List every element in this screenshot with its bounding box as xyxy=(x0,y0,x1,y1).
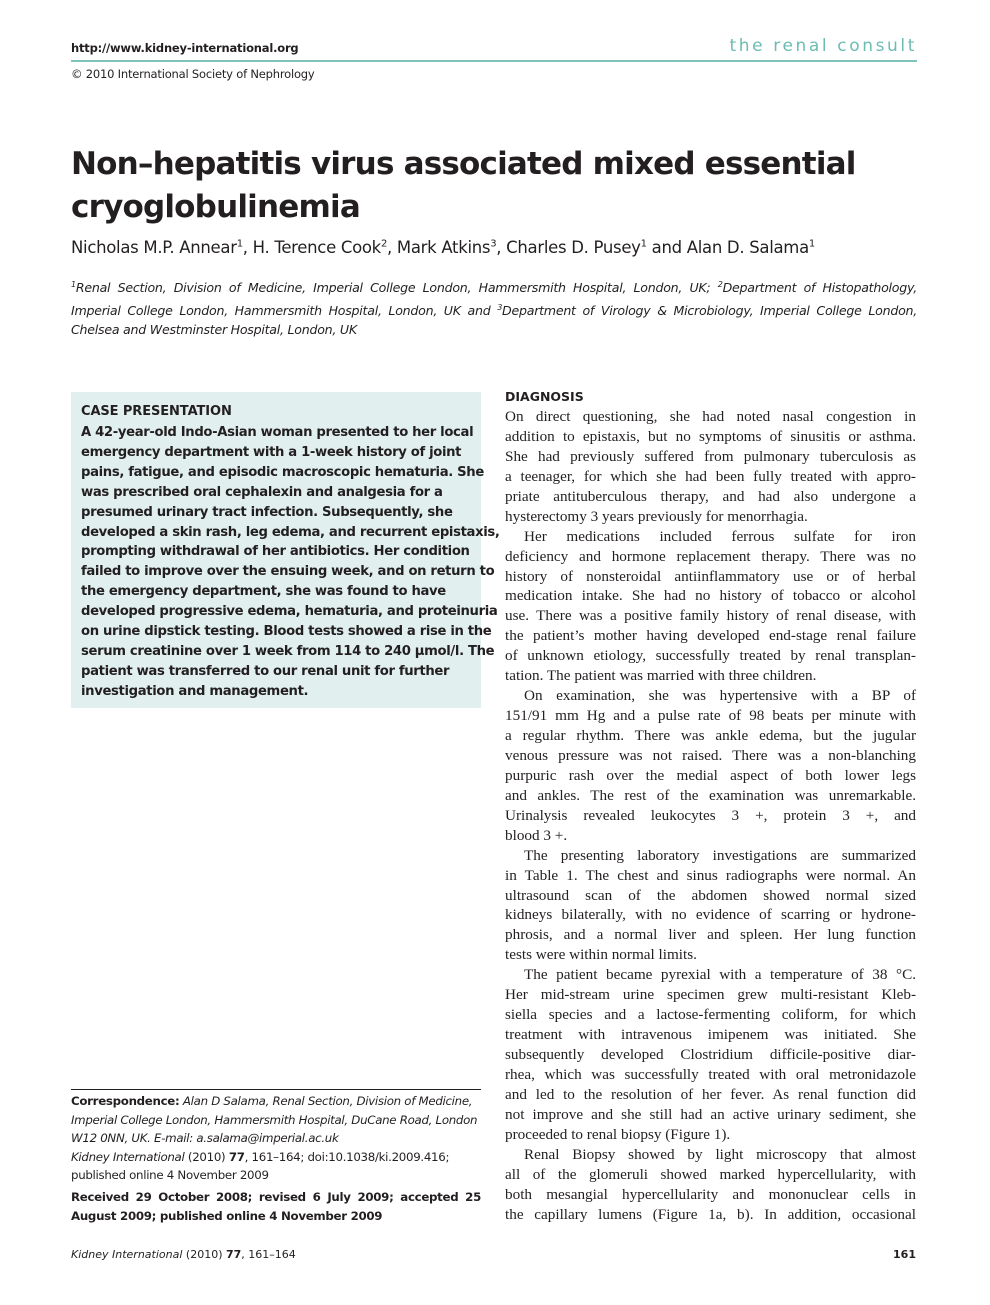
diagnosis-line: ultrasound scan of the abdomen showed normal sized xyxy=(505,886,916,904)
case-line: pains, fatigue, and episodic macroscopic hematuria. She xyxy=(81,464,484,480)
author-affiliation-number: 3 xyxy=(490,238,497,250)
diagnosis-paragraph xyxy=(505,686,916,846)
diagnosis-paragraph xyxy=(505,527,916,687)
diagnosis-line: 151/91 mm Hg and a pulse rate of 98 beats per minute with xyxy=(505,707,916,725)
diagnosis-line: the capillary lumens (Figure 1a, b). In addition, occasional xyxy=(505,1205,916,1223)
diagnosis-line: the patient’s mother having developed end-stage renal failure xyxy=(505,627,916,645)
affiliation-text: Department of Virology & Microbiology, Imperial College London, Chelsea and Westminster Hospital, London, UK xyxy=(71,302,918,338)
diagnosis-line: The presenting laboratory investigations are summarized xyxy=(524,846,916,864)
diagnosis-line: proceeded to renal biopsy (Figure 1). xyxy=(505,1125,731,1143)
citation-online: published online 4 November 2009 xyxy=(71,1167,269,1182)
diagnosis-line: Urinalysis revealed leukocytes 3 +, protein 3 +, and xyxy=(505,806,916,824)
citation xyxy=(71,1149,481,1184)
citation-pages-doi: , 161–164; doi:10.1038/ki.2009.416; xyxy=(244,1150,450,1164)
diagnosis-line: of unknown etiology, successfully treated by renal transplan- xyxy=(505,647,916,665)
diagnosis-line: and led to the resolution of her fever. As renal function did xyxy=(505,1085,916,1103)
diagnosis-paragraph xyxy=(505,846,916,966)
affiliations xyxy=(71,275,917,340)
author-name: H. Terence Cook xyxy=(252,238,381,257)
footer-year: (2010) xyxy=(185,1248,223,1261)
footer-pages: , 161–164 xyxy=(241,1248,296,1261)
author-affiliation-number: 1 xyxy=(236,238,243,250)
diagnosis-paragraph xyxy=(505,965,916,1144)
author-name: Mark Atkins xyxy=(396,238,491,257)
diagnosis-line: in Table 1. The chest and sinus radiographs were normal. An xyxy=(505,866,916,884)
citation-year: (2010) xyxy=(187,1150,226,1164)
diagnosis-line: siella species and a lactose-fermenting coliform, for which xyxy=(505,1006,916,1024)
copyright-notice: © 2010 International Society of Nephrology xyxy=(71,67,315,81)
diagnosis-line: both mesangial hypercellularity and mononuclear cells in xyxy=(505,1185,916,1203)
correspondence-label: Correspondence: xyxy=(71,1094,180,1108)
case-line: serum creatinine over 1 week from 114 to 240 μmol/l. The xyxy=(81,643,495,659)
diagnosis-line: and ankles. The rest of the examination was unremarkable. xyxy=(505,786,916,804)
citation-journal: Kidney International xyxy=(71,1150,185,1164)
case-line: on urine dipstick testing. Blood tests showed a rise in the xyxy=(81,624,492,640)
author-affiliation-number: 1 xyxy=(640,238,647,250)
footer-citation xyxy=(71,1248,296,1261)
diagnosis-line: phrosis, and a normal liver and spleen. Her lung function xyxy=(505,926,916,944)
diagnosis-line: tests were within normal limits. xyxy=(505,946,697,964)
diagnosis-line: medication intake. She had no history of tobacco or alcohol xyxy=(505,587,916,605)
diagnosis-line: priate antituberculous therapy, and had also undergone a xyxy=(505,487,916,505)
footer-volume: 77 xyxy=(225,1248,242,1261)
diagnosis-line: The patient became pyrexial with a temperature of 38 °C. xyxy=(524,966,916,984)
diagnosis-line: a regular rhythm. There was ankle edema, but the jugular xyxy=(505,727,916,744)
author-separator: and xyxy=(646,238,687,257)
section-label: the renal consult xyxy=(729,36,917,56)
diagnosis-line: treatment with intravenous imipenem was initiated. She xyxy=(505,1026,916,1044)
diagnosis-line: On direct questioning, she had noted nasal congestion in xyxy=(505,408,916,425)
case-line: investigation and management. xyxy=(81,683,309,699)
diagnosis-line: a teenager, for which she had been fully treated with appro- xyxy=(505,467,916,485)
page-number: 161 xyxy=(893,1248,916,1261)
author-separator: , xyxy=(496,238,507,257)
diagnosis-line: deficiency and hormone replacement therapy. There was no xyxy=(505,547,916,565)
diagnosis-line: kidneys bilaterally, with no evidence of scarring or hydrone- xyxy=(505,906,916,924)
author-name: Nicholas M.P. Annear xyxy=(71,238,237,257)
diagnosis-line: not improve and she still had an active urinary sediment, she xyxy=(505,1105,916,1123)
header-divider xyxy=(71,60,917,62)
diagnosis-line: hysterectomy 3 years previously for menorrhagia. xyxy=(505,507,808,525)
diagnosis-line: all of the glomeruli showed marked hypercellularity, with xyxy=(505,1165,916,1183)
diagnosis-line: rhea, which was successfully treated with oral metronidazole xyxy=(505,1065,916,1083)
diagnosis-line: She had previously suffered from pulmonary tuberculosis as xyxy=(505,447,916,465)
diagnosis-line: Her mid-stream urine specimen grew multi-resistant Kleb- xyxy=(505,986,916,1004)
case-line: prompting withdrawal of her antibiotics. Her condition xyxy=(81,544,470,560)
diagnosis-line: history of nonsteroidal antiinflammatory use or of herbal xyxy=(505,567,916,585)
case-line: emergency department with a 1-week history of joint xyxy=(81,444,462,460)
case-line: developed a skin rash, leg edema, and recurrent epistaxis, xyxy=(81,524,500,540)
diagnosis-line: On examination, she was hypertensive with a BP of xyxy=(524,687,916,705)
case-line: failed to improve over the ensuing week, and on return to xyxy=(81,564,495,580)
author-affiliation-number: 1 xyxy=(808,238,815,250)
case-presentation-heading: CASE PRESENTATION xyxy=(81,404,232,419)
author-separator: , xyxy=(242,238,253,257)
case-line: was prescribed oral cephalexin and analgesia for a xyxy=(81,484,443,500)
diagnosis-line: Renal Biopsy showed by light microscopy that almost xyxy=(524,1145,916,1163)
diagnosis-line: subsequently developed Clostridium difficile-positive diar- xyxy=(505,1046,916,1063)
diagnosis-line: tation. The patient was married with three children. xyxy=(505,667,817,685)
diagnosis-line: use. There was a positive family history of renal disease, with xyxy=(505,607,916,625)
diagnosis-paragraph xyxy=(505,1145,916,1225)
diagnosis-line: Her medications included ferrous sulfate for iron xyxy=(524,527,916,545)
correspondence xyxy=(71,1092,481,1148)
affiliation-text: Renal Section, Division of Medicine, Imperial College London, Hammersmith Hospital, London, UK; xyxy=(75,280,718,296)
author-separator: , xyxy=(387,238,397,257)
diagnosis-line: purpuric rash over the medial aspect of both lower legs xyxy=(505,766,916,784)
author-name: Alan D. Salama xyxy=(686,238,809,257)
case-line: developed progressive edema, hematuria, and proteinuria xyxy=(81,604,498,620)
affiliation-number: 1 xyxy=(71,280,76,289)
case-presentation-text xyxy=(81,423,500,702)
journal-url[interactable]: http://www.kidney-international.org xyxy=(71,41,299,55)
diagnosis-paragraph xyxy=(505,407,916,527)
footer-journal: Kidney International xyxy=(71,1248,183,1261)
article-dates: Received 29 October 2008; revised 6 July 2009; accepted 25 August 2009; published online 4 November 2009 xyxy=(71,1190,481,1223)
citation-volume: 77 xyxy=(228,1150,245,1164)
article-title: Non–hepatitis virus associated mixed essential cryoglobulinemia xyxy=(71,146,856,225)
case-line: patient was transferred to our renal unit for further xyxy=(81,663,450,679)
diagnosis-heading: DIAGNOSIS xyxy=(505,389,584,404)
correspondence-text: Alan D Salama, Renal Section, Division of Medicine, Imperial College London, Hammersmith Hospital, DuCane Road, London W12 0NN, UK. E-mail: a.salama@imperial.ac.uk xyxy=(71,1094,478,1145)
affiliation-text: Department of Histopathology, Imperial College London, Hammersmith Hospital, London, UK and xyxy=(71,280,917,318)
correspondence-divider xyxy=(71,1089,481,1090)
author-name: Charles D. Pusey xyxy=(506,238,641,257)
affiliation-number: 3 xyxy=(497,302,503,312)
diagnosis-line: blood 3 +. xyxy=(505,826,568,844)
diagnosis-line: addition to epistaxis, but no symptoms of sinusitis or asthma. xyxy=(505,427,916,445)
diagnosis-body xyxy=(505,407,916,1224)
author-list xyxy=(71,238,815,257)
case-line: A 42-year-old Indo-Asian woman presented to her local xyxy=(81,425,474,440)
case-line: presumed urinary tract infection. Subsequently, she xyxy=(81,504,453,520)
case-line: the emergency department, she was found to have xyxy=(81,584,446,600)
affiliation-number: 2 xyxy=(717,280,723,289)
author-affiliation-number: 2 xyxy=(380,238,388,250)
diagnosis-line: venous pressure was not raised. There was a non-blanching xyxy=(505,746,916,764)
